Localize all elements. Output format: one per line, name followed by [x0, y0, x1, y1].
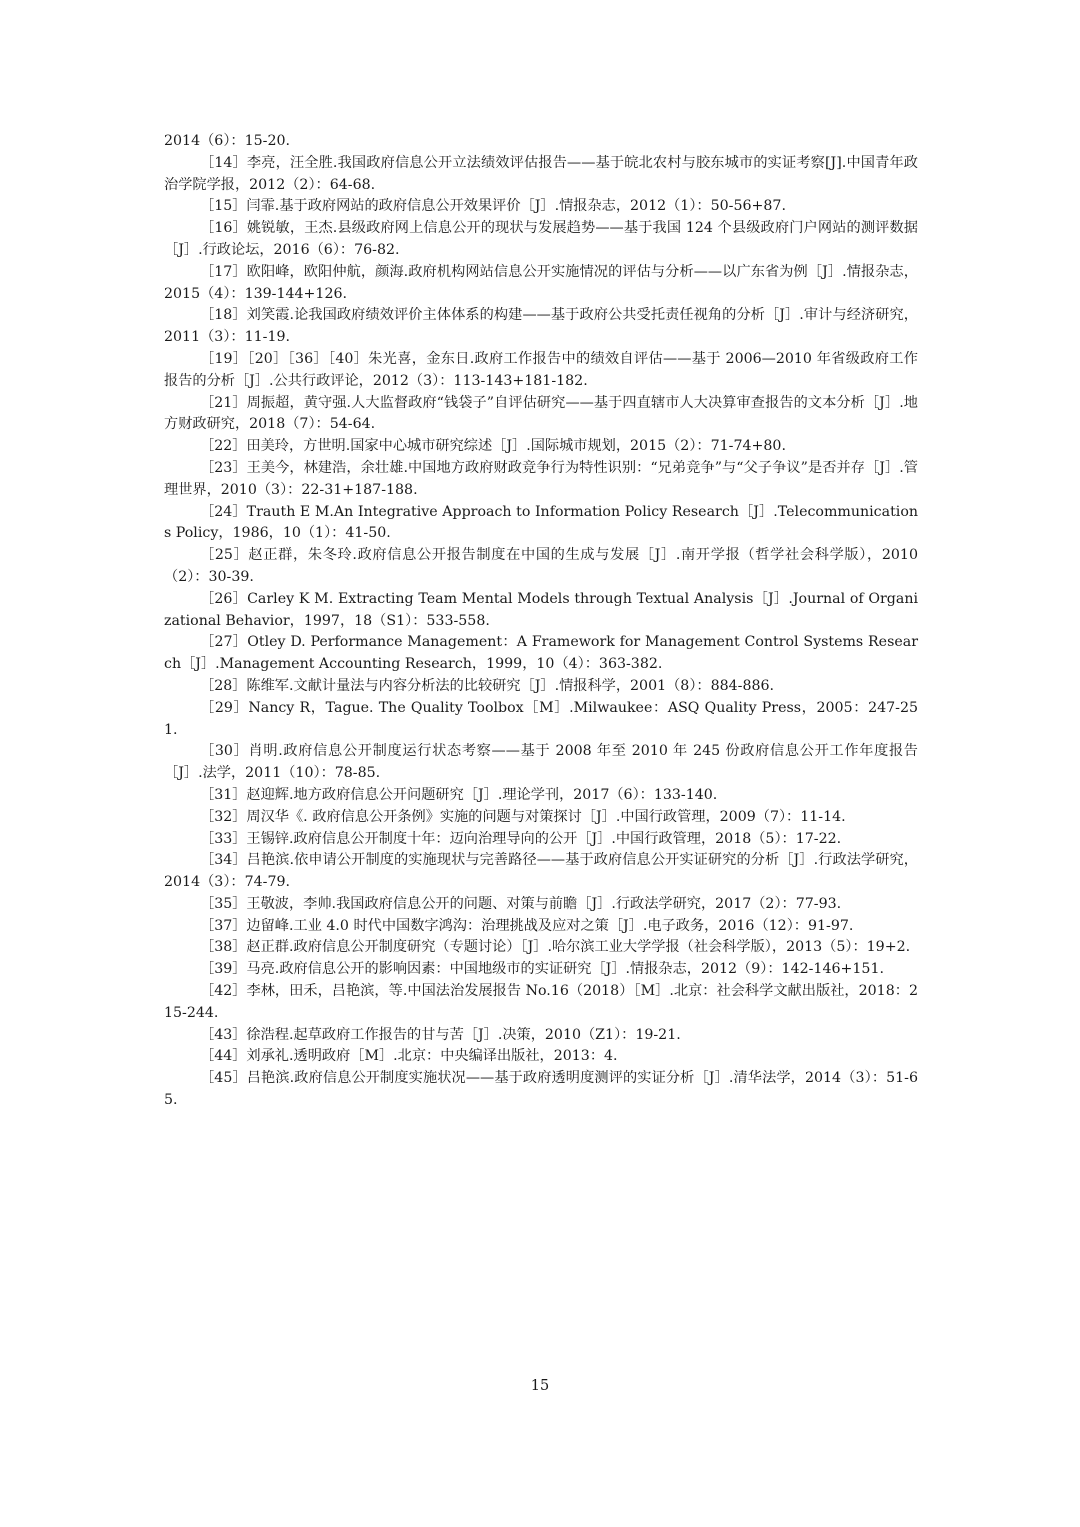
reference-entry: ［18］刘笑霞.论我国政府绩效评价主体体系的构建——基于政府公共受托责任视角的分析［J］.审计与经济研究，2011（3）：11-19. — [164, 307, 918, 346]
reference-entry: ［44］刘承礼.透明政府［M］.北京：中央编译出版社，2013：4. — [200, 1048, 618, 1065]
reference-entry: ［25］赵正群，朱冬玲.政府信息公开报告制度在中国的生成与发展［J］.南开学报（哲学社会科学版），2010（2）：30-39. — [164, 547, 918, 585]
reference-entry: ［28］陈维军.文献计量法与内容分析法的比较研究［J］.情报科学，2001（8）：884-886. — [200, 677, 775, 694]
reference-entry: ［26］Carley K M. Extracting Team Mental Models through Textual Analysis［J］.Journal of Organizational Behavior，1997，18（S1）：533-558. — [164, 590, 918, 629]
page-number: 15 — [530, 1378, 550, 1394]
reference-entry: ［30］肖明.政府信息公开制度运行状态考察——基于 2008 年至 2010 年 245 份政府信息公开工作年度报告［J］.法学，2011（10）：78-85. — [164, 743, 918, 782]
reference-entry: ［24］Trauth E M.An Integrative Approach to Information Policy Research［J］.Telecommunications Policy，1986，10（1）：41-50. — [164, 503, 918, 542]
reference-entry: ［32］周汉华《. 政府信息公开条例》实施的问题与对策探讨［J］.中国行政管理，2009（7）：11-14. — [200, 808, 846, 825]
reference-entry: ［45］吕艳滨.政府信息公开制度实施状况——基于政府透明度测评的实证分析［J］.清华法学，2014（3）：51-65. — [164, 1070, 918, 1109]
reference-entry: ［39］马亮.政府信息公开的影响因素：中国地级市的实证研究［J］.情报杂志，2012（9）：142-146+151. — [200, 961, 884, 978]
reference-continuation: 2014（6）：15-20. — [164, 133, 291, 149]
reference-entry: ［29］Nancy R，Tague. The Quality Toolbox［M］.Milwaukee：ASQ Quality Press，2005：247-251. — [164, 699, 918, 738]
reference-entry: ［31］赵迎辉.地方政府信息公开问题研究［J］.理论学刊，2017（6）：133-140. — [200, 786, 718, 803]
reference-entry: ［38］赵正群.政府信息公开制度研究（专题讨论）［J］.哈尔滨工业大学学报（社会科学版），2013（5）：19+2. — [200, 939, 911, 956]
reference-entry: ［42］李林，田禾，吕艳滨，等.中国法治发展报告 No.16（2018）［M］.北京：社会科学文献出版社，2018：215-244. — [164, 983, 918, 1021]
reference-entry: ［34］吕艳滨.依申请公开制度的实施现状与完善路径——基于政府信息公开实证研究的分析［J］.行政法学研究，2014（3）：74-79. — [164, 852, 918, 891]
reference-entry: ［21］周振超，黄守强.人大监督政府“钱袋子”自评估研究——基于四直辖市人大决算审查报告的文本分析［J］.地方财政研究，2018（7）：54-64. — [164, 394, 918, 433]
reference-entry: ［37］边留峰.工业 4.0 时代中国数字鸿沟：治理挑战及应对之策［J］.电子政务，2016（12）：91-97. — [200, 917, 854, 934]
reference-entry: ［15］闫霏.基于政府网站的政府信息公开效果评价［J］.情报杂志，2012（1）：50-56+87. — [200, 198, 786, 215]
reference-entry: ［35］王敬波，李帅.我国政府信息公开的问题、对策与前瞻［J］.行政法学研究，2017（2）：77-93. — [200, 895, 842, 912]
reference-entry: ［17］欧阳峰，欧阳仲航，颜海.政府机构网站信息公开实施情况的评估与分析——以广东省为例［J］.情报杂志，2015（4）：139-144+126. — [164, 263, 918, 302]
reference-entry: ［27］Otley D. Performance Management：A Framework for Management Control Systems Research［J］.Management Accounting Research，1999，10（4）：363-382. — [164, 634, 918, 673]
reference-entry: ［23］王美今，林建浩，余壮雄.中国地方政府财政竞争行为特性识别：“兄弟竞争”与“父子争议”是否并存［J］.管理世界，2010（3）：22-31+187-188. — [164, 459, 918, 498]
reference-entry: ［22］田美玲，方世明.国家中心城市研究综述［J］.国际城市规划，2015（2）：71-74+80. — [200, 438, 786, 455]
reference-entry: ［14］李亮，汪全胜.我国政府信息公开立法绩效评估报告——基于皖北农村与胶东城市的实证考察[J].中国青年政治学院学报，2012（2）：64-68. — [164, 154, 918, 193]
reference-entry: ［16］姚锐敏，王杰.县级政府网上信息公开的现状与发展趋势——基于我国 124 个县级政府门户网站的测评数据［J］.行政论坛，2016（6）：76-82. — [164, 220, 918, 258]
reference-entry: ［33］王锡锌.政府信息公开制度十年：迈向治理导向的公开［J］.中国行政管理，2018（5）：17-22. — [200, 830, 842, 847]
reference-entry: ［43］徐浩程.起草政府工作报告的甘与苦［J］.决策，2010（Z1）：19-21. — [200, 1026, 681, 1043]
reference-list — [164, 131, 918, 1112]
reference-entry: ［19］［20］［36］［40］朱光喜，金东日.政府工作报告中的绩效自评估——基于 2006—2010 年省级政府工作报告的分析［J］.公共行政评论，2012（3）：113-143+181-182. — [164, 350, 918, 389]
